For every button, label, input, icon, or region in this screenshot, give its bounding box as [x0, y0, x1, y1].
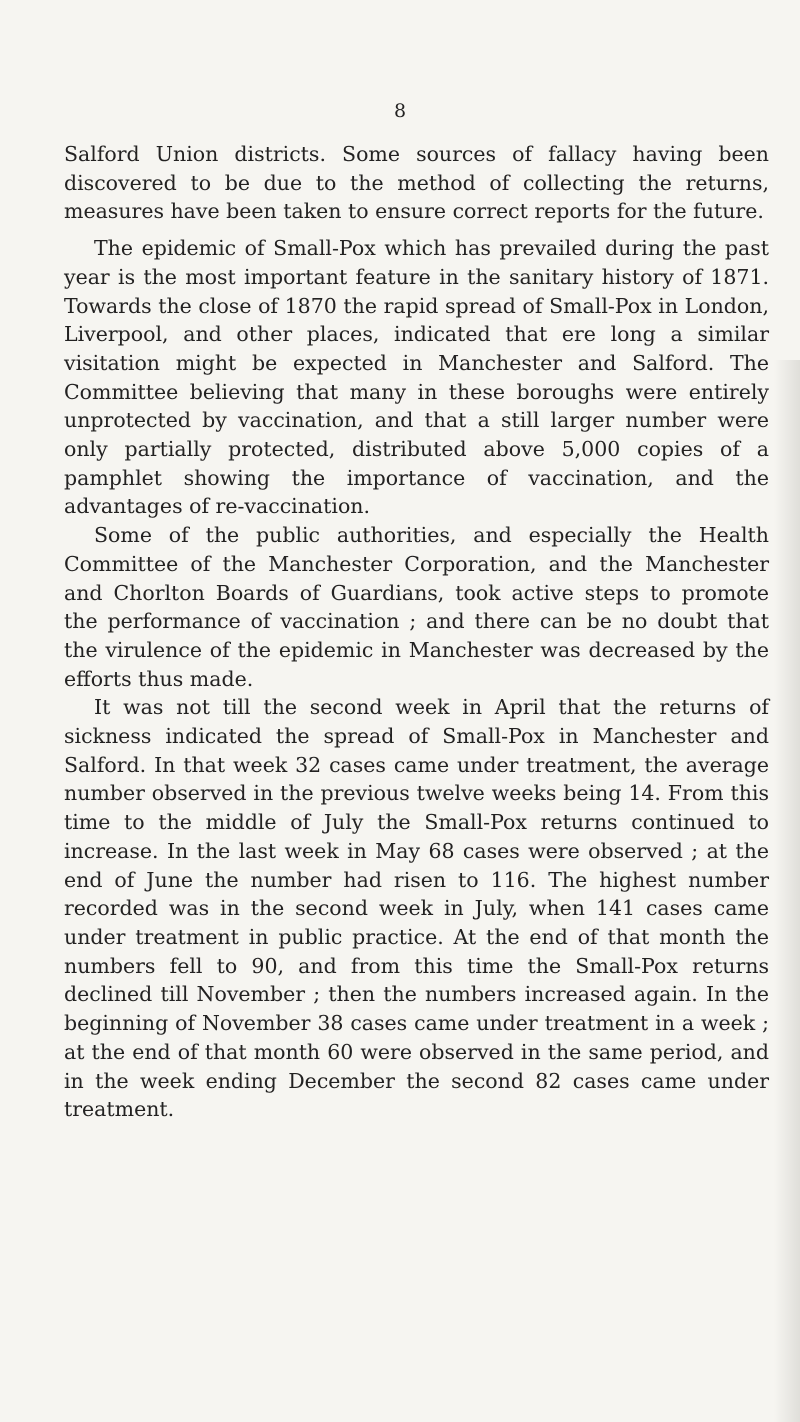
body-text — [64, 140, 769, 1124]
paragraph-smallpox-epidemic: The epidemic of Small-Pox which has prevailed during the past year is the most important feature in the sanitary history of 1871. Towards the close of 1870 the rapid spread of Small-Pox in London, Liverpool, and other places, indicated that ere long a similar visitation might be expected in Manchester and Salford. The Committee believing that many in these boroughs were entirely unprotected by vaccination, and that a still larger number were only partially protected, distributed above 5,000 copies of a pamphlet showing the importance of vaccination, and the advantages of re-vaccination. — [64, 236, 769, 519]
paragraph-smallpox-returns: It was not till the second week in April that the returns of sickness indicated the spread of Small-Pox in Manchester and Salford. In that week 32 cases came under treatment, the average number observed in the previous twelve weeks being 14. From this time to the middle of July the Small-Pox returns continued to increase. In the last week in May 68 cases were observed ; at the end of June the number had risen to 116. The highest number recorded was in the second week in July, when 141 cases came under treatment in public practice. At the end of that month the numbers fell to 90, and from this time the Small-Pox returns declined till November ; then the numbers increased again. In the beginning of November 38 cases came under treatment in a week ; at the end of that month 60 were observed in the same period, and in the week ending December the second 82 cases came under treatment. — [64, 695, 769, 1122]
page-number: 8 — [393, 100, 407, 122]
paragraph-public-authorities: Some of the public authorities, and especially the Health Committee of the Manchester Corporation, and the Manchester and Chorlton Boards of Guardians, took active steps to promote the performance of vaccination ; and there can be no doubt that the virulence of the epidemic in Manchester was decreased by the efforts thus made. — [64, 523, 769, 691]
page-edge-shadow — [774, 360, 800, 1422]
paragraph-continuation: Salford Union districts. Some sources of fallacy having been discovered to be due to the method of collecting the returns, measures have been taken to ensure correct reports for the future. — [64, 142, 769, 224]
